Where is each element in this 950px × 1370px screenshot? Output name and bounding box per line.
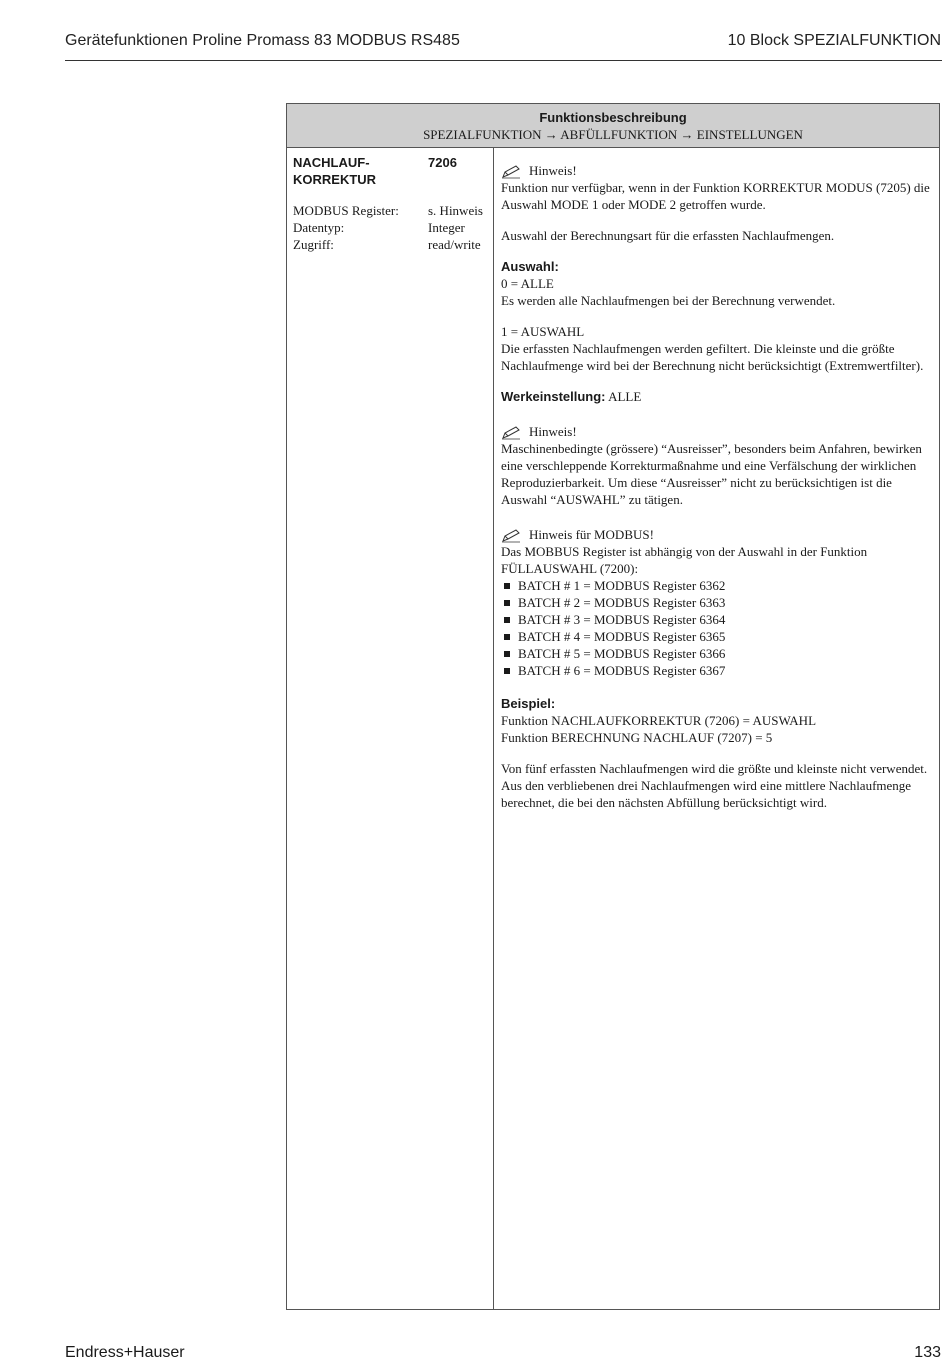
meta-value-access: read/write [428, 237, 481, 252]
function-description-table [286, 103, 940, 1310]
note-heading-2 [501, 423, 935, 440]
meta-label-datatype: Datentyp: [293, 220, 345, 235]
factory-setting-label: Werkeinstellung: [501, 389, 606, 404]
pencil-note-icon [501, 529, 521, 543]
table-header-path: SPEZIALFUNKTION → ABFÜLLFUNKTION → EINSTELLUNGEN [423, 127, 803, 142]
intro-text: Auswahl der Berechnungsart für die erfassten Nachlaufmengen. [501, 228, 835, 243]
auswahl-label: Auswahl: [501, 259, 559, 274]
factory-setting [501, 388, 935, 405]
note-heading-3 [501, 526, 935, 543]
example-line-1: Funktion NACHLAUFKORREKTUR (7206) = AUSWAHL [501, 713, 817, 728]
note-title-2: Hinweis! [529, 424, 577, 439]
meta-value-datatype: Integer [428, 220, 465, 235]
list-item: BATCH # 1 = MODBUS Register 6362 [501, 577, 935, 594]
description-column [494, 148, 939, 1309]
option-0-value: 0 = ALLE [501, 276, 554, 291]
bullet-square-icon [504, 617, 510, 623]
function-name [293, 154, 376, 188]
list-item: BATCH # 5 = MODBUS Register 6366 [501, 645, 935, 662]
note-title-1: Hinweis! [529, 163, 577, 178]
note-text-1: Funktion nur verfügbar, wenn in der Funktion KORREKTUR MODUS (7205) die Auswahl MODE 1 oder MODE 2 getroffen wurde. [501, 180, 930, 212]
meta-values [428, 202, 483, 253]
function-info-column [287, 148, 494, 1309]
bullet-square-icon [504, 651, 510, 657]
pencil-note-icon [501, 426, 521, 440]
bullet-square-icon [504, 634, 510, 640]
list-item: BATCH # 3 = MODBUS Register 6364 [501, 611, 935, 628]
pencil-note-icon [501, 165, 521, 179]
option-1-description: Die erfassten Nachlaufmengen werden gefiltert. Die kleinste und die größte Nachlaufmenge wird bei der Berechnung nicht berücksichtigt (Extremwertfilter). [501, 341, 924, 373]
function-code: 7206 [428, 155, 457, 170]
factory-setting-value: ALLE [608, 389, 642, 404]
batch-register-list [501, 577, 935, 679]
bullet-square-icon [504, 668, 510, 674]
meta-label-access: Zugriff: [293, 237, 334, 252]
example-line-2: Funktion BERECHNUNG NACHLAUF (7207) = 5 [501, 730, 773, 745]
meta-label-register: MODBUS Register: [293, 203, 399, 218]
note-text-2: Maschinenbedingte (grössere) “Ausreisser”, besonders beim Anfahren, bewirken eine verschleppende Korrekturmaßnahme und eine Verfälschung der wirklichen Reproduzierbarkeit. Um diese “Ausreisser” nicht zu berücksichtigen ist die Auswahl “AUSWAHL” zu tätigen. [501, 441, 922, 507]
running-header-section: 10 Block SPEZIALFUNKTION [727, 32, 941, 49]
option-0-description: Es werden alle Nachlaufmengen bei der Berechnung verwendet. [501, 293, 836, 308]
note-heading-1 [501, 162, 935, 179]
meta-value-register: s. Hinweis [428, 203, 483, 218]
closing-text: Von fünf erfassten Nachlaufmengen wird die größte und kleinste nicht verwendet. Aus den verbliebenen drei Nachlaufmengen wird eine mittlere Nachlaufmenge berechnet, die bei den nächsten Abfüllung berücksichtigt wird. [501, 761, 928, 810]
running-header-title: Gerätefunktionen Proline Promass 83 MODBUS RS485 [65, 32, 460, 49]
meta-labels [293, 202, 399, 253]
list-item: BATCH # 2 = MODBUS Register 6363 [501, 594, 935, 611]
note-text-3-line2: FÜLLAUSWAHL (7200): [501, 561, 639, 576]
table-header-title: Funktionsbeschreibung [539, 110, 687, 125]
bullet-square-icon [504, 600, 510, 606]
table-header [287, 104, 939, 148]
footer-brand: Endress+Hauser [65, 1344, 185, 1361]
function-name-line2: KORREKTUR [293, 172, 377, 187]
example-label: Beispiel: [501, 696, 556, 711]
header-rule [65, 60, 942, 61]
list-item: BATCH # 6 = MODBUS Register 6367 [501, 662, 935, 679]
note-text-3-line1: Das MOBBUS Register ist abhängig von der Auswahl in der Funktion [501, 544, 868, 559]
function-name-line1: NACHLAUF- [293, 155, 370, 170]
note-title-3: Hinweis für MODBUS! [529, 527, 654, 542]
bullet-square-icon [504, 583, 510, 589]
option-1-value: 1 = AUSWAHL [501, 324, 585, 339]
list-item: BATCH # 4 = MODBUS Register 6365 [501, 628, 935, 645]
page-number: 133 [914, 1344, 941, 1361]
